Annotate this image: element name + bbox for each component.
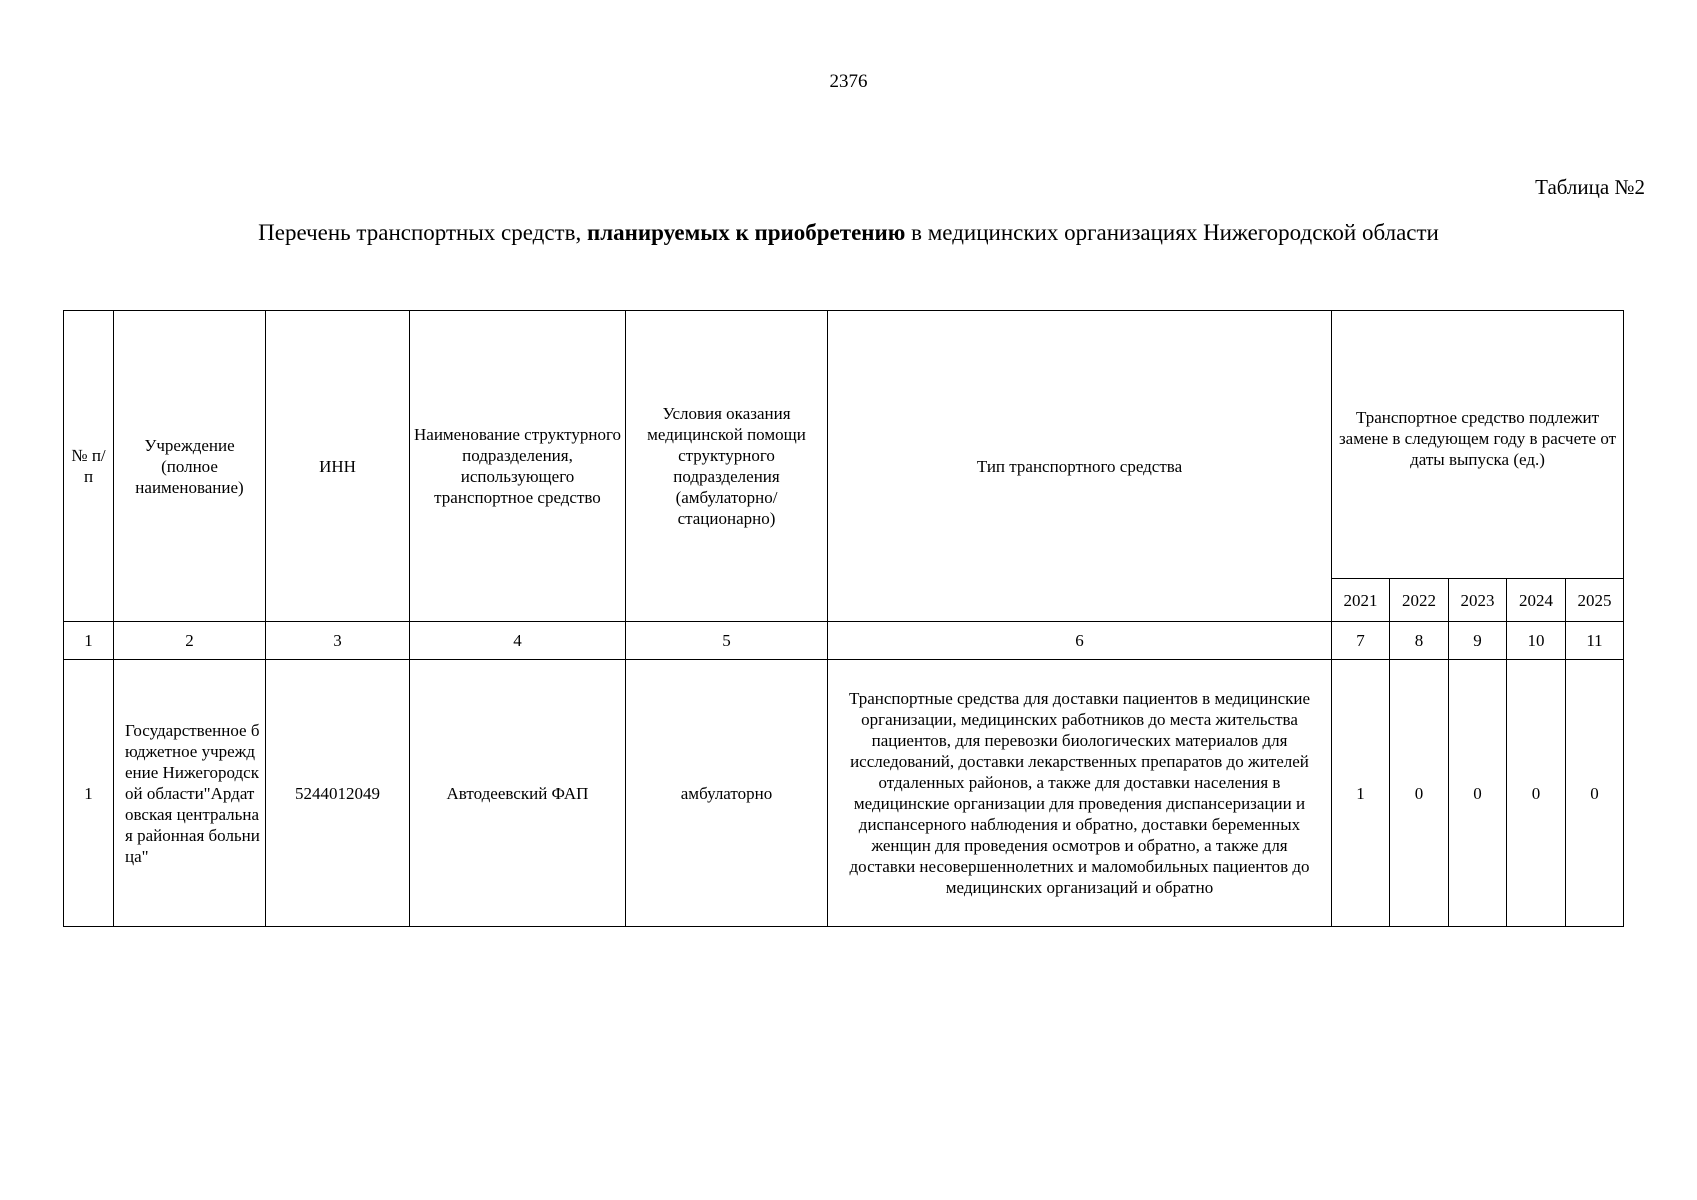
column-number: 3 <box>266 622 410 660</box>
title-part-2: в медицинских организациях Нижегородской области <box>905 220 1439 245</box>
header-replacement: Транспортное средство подлежит замене в следующем году в расчете от даты выпуска (ед.) <box>1332 311 1624 579</box>
column-number: 8 <box>1390 622 1449 660</box>
page-number: 2376 <box>829 71 868 92</box>
header-inn: ИНН <box>266 311 410 622</box>
row-division: Автодеевский ФАП <box>410 660 626 927</box>
column-number: 10 <box>1507 622 1566 660</box>
column-number: 6 <box>828 622 1332 660</box>
column-number: 2 <box>114 622 266 660</box>
document-title <box>0 220 1697 246</box>
table-label: Таблица №2 <box>1535 175 1645 199</box>
row-org: Государственное бюджетное учреждение Нижегородской области"Ардатовская центральная районная больница" <box>114 660 266 927</box>
row-conditions: амбулаторно <box>626 660 828 927</box>
column-number: 7 <box>1332 622 1390 660</box>
column-number: 11 <box>1566 622 1624 660</box>
row-year-2024: 0 <box>1507 660 1566 927</box>
row-num: 1 <box>64 660 114 927</box>
row-year-2022: 0 <box>1390 660 1449 927</box>
header-conditions: Условия оказания медицинской помощи структурного подразделения (амбулаторно/стационарно) <box>626 311 828 622</box>
header-year-2024: 2024 <box>1507 579 1566 622</box>
header-org: Учреждение (полное наименование) <box>114 311 266 622</box>
header-year-2023: 2023 <box>1449 579 1507 622</box>
column-number: 5 <box>626 622 828 660</box>
row-inn: 5244012049 <box>266 660 410 927</box>
header-year-2021: 2021 <box>1332 579 1390 622</box>
column-number: 9 <box>1449 622 1507 660</box>
column-number: 4 <box>410 622 626 660</box>
header-year-2025: 2025 <box>1566 579 1624 622</box>
header-division: Наименование структурного подразделения, использующего транспортное средство <box>410 311 626 622</box>
header-num: № п/п <box>64 311 114 622</box>
row-year-2023: 0 <box>1449 660 1507 927</box>
row-vehicle-type: Транспортные средства для доставки пациентов в медицинские организации, медицинских работников до места жительства пациентов, для перевозки биологических материалов для исследований, доставки лекарственных препаратов до жителей отдаленных районов, а также для доставки населения в медицинские организации для проведения диспансеризации и диспансерного наблюдения и обратно, доставки беременных женщин для проведения осмотров и обратно, а также для доставки несовершеннолетних и маломобильных пациентов до медицинских организаций и обратно <box>828 660 1332 927</box>
row-year-2021: 1 <box>1332 660 1390 927</box>
header-year-2022: 2022 <box>1390 579 1449 622</box>
column-numbers-row <box>64 622 1624 660</box>
title-part-1: Перечень транспортных средств, <box>258 220 587 245</box>
table-row <box>64 660 1624 927</box>
row-year-2025: 0 <box>1566 660 1624 927</box>
column-number: 1 <box>64 622 114 660</box>
header-row <box>64 311 1624 579</box>
title-bold-part: планируемых к приобретению <box>586 220 906 245</box>
vehicles-table <box>63 310 1624 927</box>
header-vehicle-type: Тип транспортного средства <box>828 311 1332 622</box>
